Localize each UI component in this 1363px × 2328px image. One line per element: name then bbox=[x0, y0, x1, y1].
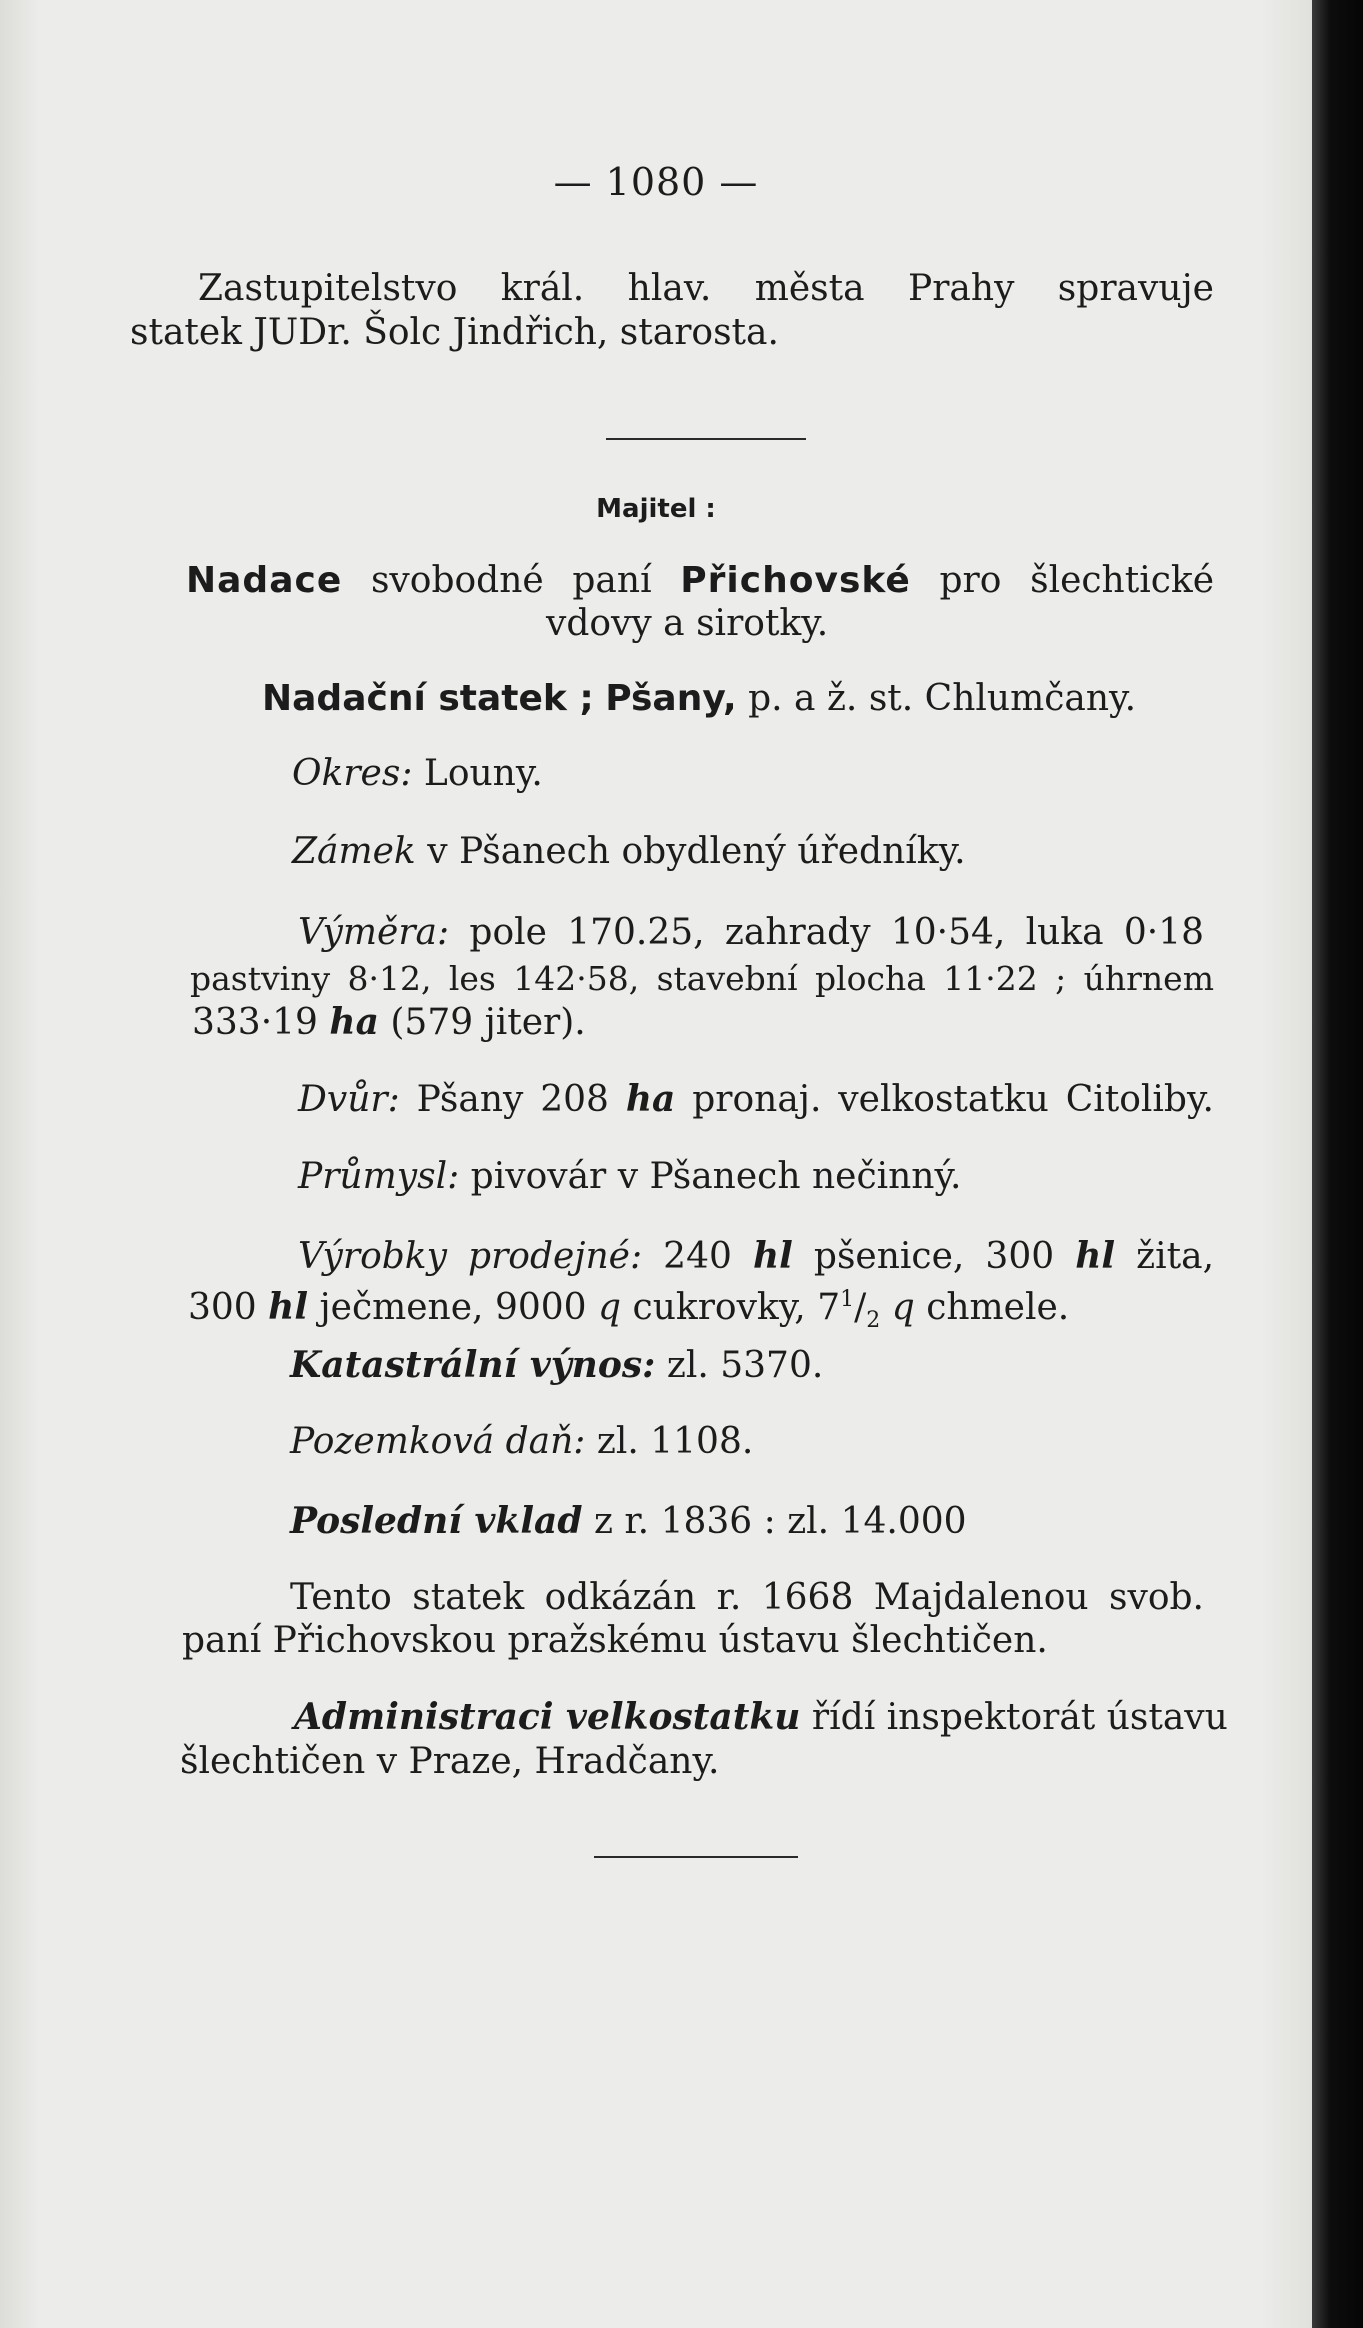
administration-label: Administraci velkostatku bbox=[294, 1696, 801, 1738]
product-5-name: chmele. bbox=[926, 1287, 1070, 1328]
industry-label: Průmysl: bbox=[298, 1156, 460, 1197]
farm-value-post: pronaj. velkostatku Citoliby. bbox=[692, 1079, 1214, 1120]
product-4-amount: 9000 bbox=[494, 1287, 587, 1328]
area-line-3 bbox=[192, 1000, 586, 1045]
cadastral-line bbox=[290, 1343, 823, 1388]
bequest-line-2: paní Přichovskou pražskému ústavu šlechtičen. bbox=[182, 1620, 1048, 1661]
products-line-1 bbox=[298, 1234, 1214, 1279]
land-tax-value: zl. 1108. bbox=[596, 1421, 754, 1462]
castle-line bbox=[292, 830, 966, 874]
product-4-unit: q bbox=[598, 1287, 622, 1328]
page-number: — 1080 — bbox=[553, 160, 759, 204]
section-divider-top bbox=[606, 438, 806, 440]
land-tax-label: Pozemková daň: bbox=[290, 1421, 586, 1462]
product-4-name: cukrovky, bbox=[632, 1287, 806, 1328]
last-deposit-line bbox=[290, 1499, 967, 1544]
cadastral-value: zl. 5370. bbox=[666, 1345, 824, 1386]
farm-unit: ha bbox=[625, 1078, 676, 1120]
owner-name-mid: svobodné paní bbox=[370, 560, 652, 601]
administration-line-1 bbox=[294, 1695, 1228, 1740]
product-1-unit: hl bbox=[752, 1235, 793, 1277]
owner-name-bold-2: Přichovské bbox=[680, 560, 911, 601]
estate-label: Nadační statek ; bbox=[262, 678, 594, 719]
owner-line-2: vdovy a sirotky. bbox=[546, 603, 829, 644]
area-label: Výměra: bbox=[298, 912, 450, 953]
last-deposit-label: Poslední vklad bbox=[290, 1500, 583, 1542]
cadastral-label: Katastrální výnos: bbox=[290, 1344, 656, 1386]
product-1-amount: 240 bbox=[663, 1236, 732, 1277]
fraction-denominator: 2 bbox=[866, 1308, 881, 1334]
product-2-amount: 300 bbox=[985, 1236, 1055, 1277]
area-line-2: pastviny 8·12, les 142·58, stavební plocha 11·22 ; úhrnem bbox=[190, 959, 1214, 998]
product-5-amount: $7^1/_2$ bbox=[817, 1287, 881, 1334]
intro-line-2: statek JUDr. Šolc Jindřich, starosta. bbox=[130, 312, 779, 353]
estate-line bbox=[262, 677, 1136, 721]
last-deposit-value: z r. 1836 : zl. 14.000 bbox=[594, 1501, 967, 1542]
administration-line-2: šlechtičen v Praze, Hradčany. bbox=[180, 1741, 720, 1782]
area-line-1 bbox=[298, 910, 1204, 955]
products-label: Výrobky prodejné: bbox=[298, 1236, 643, 1277]
area-total: 333·19 bbox=[192, 1002, 318, 1043]
area-jiter: (579 jiter). bbox=[390, 1002, 586, 1043]
industry-line bbox=[298, 1155, 962, 1199]
farm-label: Dvůr: bbox=[298, 1079, 400, 1120]
owner-line-1 bbox=[186, 558, 1214, 603]
product-3-unit: hl bbox=[268, 1286, 309, 1328]
administration-line-1-value: řídí inspektorát ústavu bbox=[811, 1697, 1228, 1738]
product-5-unit: q bbox=[891, 1287, 915, 1328]
products-line-2 bbox=[188, 1278, 1069, 1343]
owner-name-end: pro šlechtické bbox=[939, 560, 1214, 601]
castle-label: Zámek bbox=[292, 831, 416, 872]
product-2-unit: hl bbox=[1075, 1235, 1116, 1277]
intro-line-1: Zastupitelstvo král. hlav. města Prahy spravuje bbox=[198, 268, 1214, 309]
product-1-name: pšenice, bbox=[813, 1236, 965, 1277]
fraction-numerator: 1 bbox=[840, 1287, 855, 1312]
book-spine-shadow bbox=[1312, 0, 1363, 2328]
industry-value: pivovár v Pšanech nečinný. bbox=[470, 1156, 962, 1197]
estate-post: p. a ž. st. Chlumčany. bbox=[748, 678, 1137, 719]
castle-value: v Pšanech obydlený úředníky. bbox=[427, 831, 966, 872]
area-line-1-value: pole 170.25, zahrady 10·54, luka 0·18 bbox=[469, 912, 1205, 953]
owner-name-bold-1: Nadace bbox=[186, 560, 343, 601]
land-tax-line bbox=[290, 1420, 753, 1464]
estate-name: Pšany, bbox=[605, 678, 737, 719]
product-3-name: ječmene, bbox=[319, 1287, 484, 1328]
owner-heading: Majitel : bbox=[596, 494, 716, 524]
farm-value-pre: Pšany 208 bbox=[416, 1079, 609, 1120]
section-divider-bottom bbox=[594, 1856, 798, 1858]
farm-line bbox=[298, 1077, 1214, 1122]
product-3-amount: 300 bbox=[188, 1287, 257, 1328]
district-label: Okres: bbox=[292, 753, 413, 794]
area-unit: ha bbox=[329, 1001, 379, 1043]
district-value: Louny. bbox=[423, 753, 543, 794]
bequest-line-1: Tento statek odkázán r. 1668 Majdalenou svob. bbox=[290, 1577, 1204, 1618]
product-2-name: žita, bbox=[1136, 1236, 1215, 1277]
district-line bbox=[292, 752, 543, 796]
